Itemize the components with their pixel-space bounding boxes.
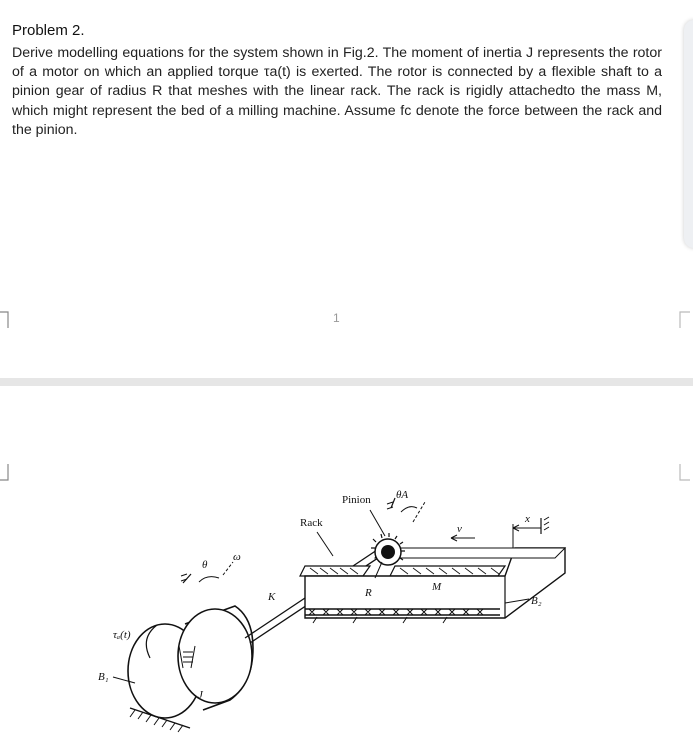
label-k: K — [268, 591, 276, 603]
problem-title: Problem 2. — [12, 22, 85, 39]
label-b1: B₁ — [98, 671, 109, 683]
label-rack: Rack — [300, 517, 323, 529]
pinion-gear — [371, 533, 405, 565]
crop-mark-right-top — [660, 300, 693, 330]
label-theta: θ — [202, 559, 208, 571]
crop-mark-right-bottom — [660, 464, 693, 494]
crop-mark-left-bottom — [0, 464, 12, 494]
label-torque: τₐ(t) — [113, 629, 131, 641]
displacement-indicator — [513, 517, 549, 548]
rack-pinion-figure — [95, 478, 600, 740]
label-omega: ω — [233, 551, 241, 563]
label-r: R — [365, 587, 372, 599]
crop-mark-left-top — [0, 300, 12, 330]
side-panel-handle[interactable] — [684, 20, 693, 248]
label-theta-a: θA — [396, 489, 409, 501]
label-m: M — [432, 581, 442, 593]
label-x: x — [525, 513, 530, 525]
label-j: J — [198, 689, 203, 701]
problem-statement: Derive modelling equations for the system shown in Fig.2. The moment of inertia J represents the rotor of a motor on which an applied torque τa(t) is exerted. The rotor is connected by a flexible shaft to a pinion gear of radius R that meshes with the linear rack. The rack is rigidly attachedto the mass M, which might represent the bed of a milling machine. Assume fc denote the force between the rack and the pinion. — [12, 45, 662, 138]
page-separator — [0, 378, 693, 386]
pinion-angle-indicator — [387, 498, 425, 522]
label-v: v — [457, 523, 462, 535]
label-b2: B₂ — [531, 595, 542, 607]
label-pinion: Pinion — [342, 494, 371, 506]
rotor-disc — [128, 606, 253, 732]
page-number: 1 — [333, 311, 340, 325]
rack-bar — [300, 566, 505, 576]
